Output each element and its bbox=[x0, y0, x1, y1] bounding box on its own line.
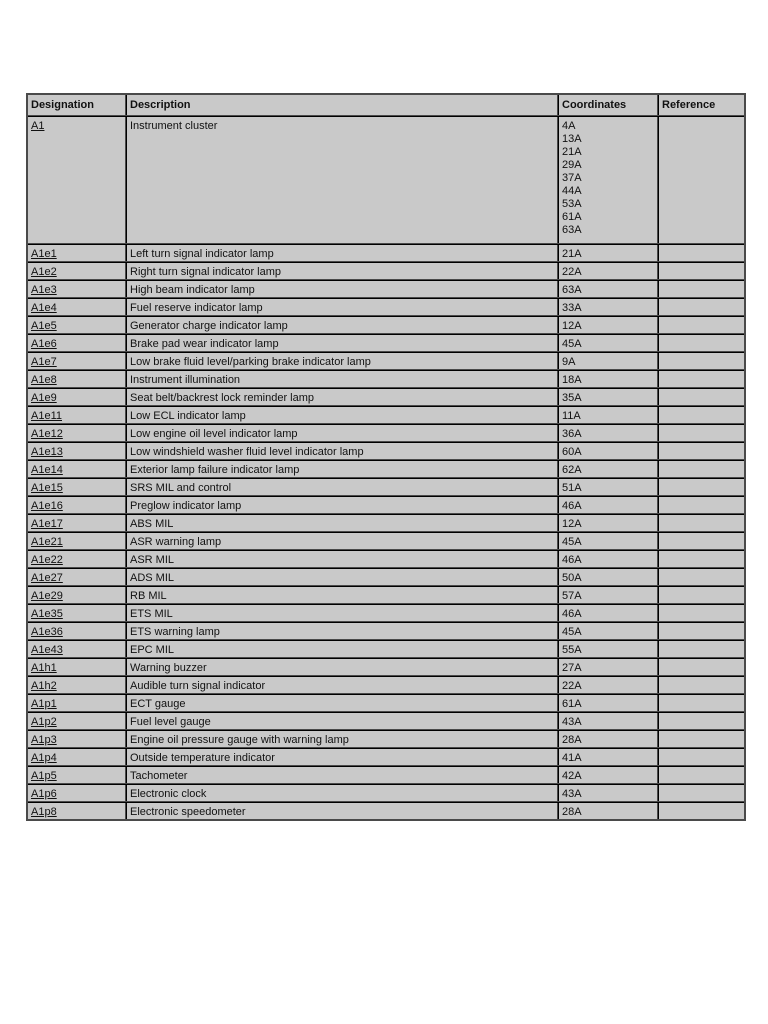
coordinate-value: 63A bbox=[562, 224, 582, 236]
reference-cell bbox=[658, 334, 745, 352]
designation-link[interactable]: A1p1 bbox=[31, 698, 57, 710]
reference-cell bbox=[658, 460, 745, 478]
table-row bbox=[27, 658, 745, 676]
designation-cell bbox=[27, 298, 126, 316]
table-row bbox=[27, 478, 745, 496]
reference-cell bbox=[658, 262, 745, 280]
designation-cell bbox=[27, 478, 126, 496]
designation-link[interactable]: A1e21 bbox=[31, 536, 63, 548]
designation-link[interactable]: A1e5 bbox=[31, 320, 57, 332]
designation-link[interactable]: A1e27 bbox=[31, 572, 63, 584]
designation-cell bbox=[27, 280, 126, 298]
designation-link[interactable]: A1e29 bbox=[31, 590, 63, 602]
designation-cell bbox=[27, 550, 126, 568]
designation-cell bbox=[27, 496, 126, 514]
designation-cell bbox=[27, 388, 126, 406]
designation-cell bbox=[27, 640, 126, 658]
description-cell: Low engine oil level indicator lamp bbox=[126, 424, 558, 442]
description-cell: ASR MIL bbox=[126, 550, 558, 568]
description-cell: Outside temperature indicator bbox=[126, 748, 558, 766]
coordinates-cell: 45A bbox=[558, 334, 658, 352]
designation-cell bbox=[27, 784, 126, 802]
designation-link[interactable]: A1e12 bbox=[31, 428, 63, 440]
table-row bbox=[27, 116, 745, 244]
designation-link[interactable]: A1e11 bbox=[31, 410, 62, 422]
reference-cell bbox=[658, 730, 745, 748]
reference-cell bbox=[658, 676, 745, 694]
designation-link[interactable]: A1e8 bbox=[31, 374, 57, 386]
header-reference: Reference bbox=[658, 94, 745, 116]
designation-link[interactable]: A1e13 bbox=[31, 446, 63, 458]
reference-cell bbox=[658, 478, 745, 496]
description-cell: Preglow indicator lamp bbox=[126, 496, 558, 514]
designation-cell bbox=[27, 748, 126, 766]
table-header-row bbox=[27, 94, 745, 116]
designation-link[interactable]: A1e3 bbox=[31, 284, 57, 296]
description-cell: Low ECL indicator lamp bbox=[126, 406, 558, 424]
designation-link[interactable]: A1p6 bbox=[31, 788, 57, 800]
table-row bbox=[27, 712, 745, 730]
coordinates-cell: 18A bbox=[558, 370, 658, 388]
designation-link[interactable]: A1e16 bbox=[31, 500, 63, 512]
table-row bbox=[27, 694, 745, 712]
designation-link[interactable]: A1e2 bbox=[31, 266, 57, 278]
coordinate-value: 53A bbox=[562, 198, 582, 210]
description-cell: Audible turn signal indicator bbox=[126, 676, 558, 694]
designation-cell bbox=[27, 116, 126, 244]
coordinates-cell: 63A bbox=[558, 280, 658, 298]
coordinates-cell: 43A bbox=[558, 784, 658, 802]
reference-cell bbox=[658, 694, 745, 712]
table-row bbox=[27, 730, 745, 748]
header-coordinates: Coordinates bbox=[558, 94, 658, 116]
coordinates-cell bbox=[558, 116, 658, 244]
designation-link[interactable]: A1e1 bbox=[31, 248, 57, 260]
designation-cell bbox=[27, 514, 126, 532]
designation-link[interactable]: A1 bbox=[31, 120, 45, 132]
reference-cell bbox=[658, 316, 745, 334]
coordinates-cell: 43A bbox=[558, 712, 658, 730]
coordinates-cell: 22A bbox=[558, 262, 658, 280]
designation-cell bbox=[27, 532, 126, 550]
coordinate-value: 37A bbox=[562, 172, 582, 184]
reference-cell bbox=[658, 424, 745, 442]
header-description: Description bbox=[126, 94, 558, 116]
designation-link[interactable]: A1h1 bbox=[31, 662, 57, 674]
coordinates-cell: 57A bbox=[558, 586, 658, 604]
table-row bbox=[27, 514, 745, 532]
description-cell: ASR warning lamp bbox=[126, 532, 558, 550]
designation-cell bbox=[27, 316, 126, 334]
reference-cell bbox=[658, 352, 745, 370]
coordinates-cell: 12A bbox=[558, 514, 658, 532]
designation-link[interactable]: A1e7 bbox=[31, 356, 57, 368]
designation-cell bbox=[27, 406, 126, 424]
coordinates-cell: 11A bbox=[558, 406, 658, 424]
designation-cell bbox=[27, 730, 126, 748]
coordinates-cell: 27A bbox=[558, 658, 658, 676]
description-cell: Electronic speedometer bbox=[126, 802, 558, 820]
description-cell: Seat belt/backrest lock reminder lamp bbox=[126, 388, 558, 406]
coordinates-cell: 22A bbox=[558, 676, 658, 694]
coordinates-cell: 51A bbox=[558, 478, 658, 496]
designation-link[interactable]: A1p3 bbox=[31, 734, 57, 746]
coordinates-cell: 41A bbox=[558, 748, 658, 766]
table-row bbox=[27, 262, 745, 280]
coordinate-value: 21A bbox=[562, 146, 582, 158]
designation-link[interactable]: A1e43 bbox=[31, 644, 63, 656]
table-row bbox=[27, 388, 745, 406]
reference-cell bbox=[658, 406, 745, 424]
table-row bbox=[27, 496, 745, 514]
coordinates-cell: 46A bbox=[558, 496, 658, 514]
description-cell: Exterior lamp failure indicator lamp bbox=[126, 460, 558, 478]
designation-cell bbox=[27, 424, 126, 442]
designation-cell bbox=[27, 766, 126, 784]
description-cell: Tachometer bbox=[126, 766, 558, 784]
designation-link[interactable]: A1p5 bbox=[31, 770, 57, 782]
coordinate-value: 61A bbox=[562, 211, 582, 223]
designation-link[interactable]: A1p4 bbox=[31, 752, 57, 764]
coordinates-cell: 36A bbox=[558, 424, 658, 442]
table-row bbox=[27, 586, 745, 604]
reference-cell bbox=[658, 244, 745, 262]
reference-cell bbox=[658, 766, 745, 784]
description-cell: RB MIL bbox=[126, 586, 558, 604]
designation-link[interactable]: A1e15 bbox=[31, 482, 63, 494]
designation-link[interactable]: A1p2 bbox=[31, 716, 57, 728]
coordinates-cell: 62A bbox=[558, 460, 658, 478]
table-row bbox=[27, 802, 745, 820]
reference-cell bbox=[658, 532, 745, 550]
designation-link[interactable]: A1e6 bbox=[31, 338, 57, 350]
description-cell: High beam indicator lamp bbox=[126, 280, 558, 298]
description-cell: Low brake fluid level/parking brake indicator lamp bbox=[126, 352, 558, 370]
designation-cell bbox=[27, 262, 126, 280]
table-row bbox=[27, 550, 745, 568]
table-row bbox=[27, 622, 745, 640]
reference-cell bbox=[658, 298, 745, 316]
designation-link[interactable]: A1e14 bbox=[31, 464, 63, 476]
table-row bbox=[27, 568, 745, 586]
reference-cell bbox=[658, 388, 745, 406]
coordinates-cell: 35A bbox=[558, 388, 658, 406]
designation-cell bbox=[27, 460, 126, 478]
designation-link[interactable]: A1h2 bbox=[31, 680, 57, 692]
designation-link[interactable]: A1e4 bbox=[31, 302, 57, 314]
description-cell: Warning buzzer bbox=[126, 658, 558, 676]
coordinates-cell: 9A bbox=[558, 352, 658, 370]
description-cell: ETS warning lamp bbox=[126, 622, 558, 640]
description-cell: Instrument illumination bbox=[126, 370, 558, 388]
table-row bbox=[27, 370, 745, 388]
table-row bbox=[27, 424, 745, 442]
coordinates-cell: 28A bbox=[558, 802, 658, 820]
designation-cell bbox=[27, 352, 126, 370]
reference-cell bbox=[658, 442, 745, 460]
reference-cell bbox=[658, 604, 745, 622]
reference-cell bbox=[658, 802, 745, 820]
table-row bbox=[27, 640, 745, 658]
designation-cell bbox=[27, 622, 126, 640]
coordinate-value: 29A bbox=[562, 159, 582, 171]
designation-cell bbox=[27, 334, 126, 352]
designation-cell bbox=[27, 568, 126, 586]
table-row bbox=[27, 784, 745, 802]
coordinates-cell: 28A bbox=[558, 730, 658, 748]
description-cell: Brake pad wear indicator lamp bbox=[126, 334, 558, 352]
description-cell: SRS MIL and control bbox=[126, 478, 558, 496]
table-row bbox=[27, 244, 745, 262]
table-row bbox=[27, 406, 745, 424]
coordinates-cell: 50A bbox=[558, 568, 658, 586]
description-cell: Left turn signal indicator lamp bbox=[126, 244, 558, 262]
designation-cell bbox=[27, 802, 126, 820]
header-designation: Designation bbox=[27, 94, 126, 116]
coordinates-cell: 46A bbox=[558, 550, 658, 568]
designation-cell bbox=[27, 586, 126, 604]
coordinates-cell: 45A bbox=[558, 622, 658, 640]
coordinate-value: 13A bbox=[562, 133, 582, 145]
designation-cell bbox=[27, 676, 126, 694]
designation-cell bbox=[27, 694, 126, 712]
table-row bbox=[27, 316, 745, 334]
description-cell: Fuel level gauge bbox=[126, 712, 558, 730]
designation-link[interactable]: A1p8 bbox=[31, 806, 57, 818]
description-cell: Engine oil pressure gauge with warning lamp bbox=[126, 730, 558, 748]
designation-cell bbox=[27, 604, 126, 622]
description-cell: Fuel reserve indicator lamp bbox=[126, 298, 558, 316]
description-cell: Generator charge indicator lamp bbox=[126, 316, 558, 334]
table-row bbox=[27, 532, 745, 550]
reference-cell bbox=[658, 640, 745, 658]
coordinates-cell: 42A bbox=[558, 766, 658, 784]
description-cell: Instrument cluster bbox=[126, 116, 558, 244]
designation-cell bbox=[27, 370, 126, 388]
coordinate-value: 44A bbox=[562, 185, 582, 197]
coordinate-value: 4A bbox=[562, 120, 576, 132]
reference-cell bbox=[658, 280, 745, 298]
reference-cell bbox=[658, 514, 745, 532]
designation-link[interactable]: A1e36 bbox=[31, 626, 63, 638]
reference-cell bbox=[658, 370, 745, 388]
table-row bbox=[27, 676, 745, 694]
designation-link[interactable]: A1e17 bbox=[31, 518, 63, 530]
description-cell: Right turn signal indicator lamp bbox=[126, 262, 558, 280]
reference-cell bbox=[658, 586, 745, 604]
coordinates-cell: 61A bbox=[558, 694, 658, 712]
designation-cell bbox=[27, 442, 126, 460]
designation-cell bbox=[27, 712, 126, 730]
table-row bbox=[27, 334, 745, 352]
description-cell: Low windshield washer fluid level indicator lamp bbox=[126, 442, 558, 460]
reference-cell bbox=[658, 550, 745, 568]
coordinates-cell: 33A bbox=[558, 298, 658, 316]
designation-cell bbox=[27, 658, 126, 676]
reference-cell bbox=[658, 568, 745, 586]
reference-cell bbox=[658, 496, 745, 514]
reference-cell bbox=[658, 784, 745, 802]
table-row bbox=[27, 352, 745, 370]
description-cell: ABS MIL bbox=[126, 514, 558, 532]
reference-cell bbox=[658, 712, 745, 730]
table-row bbox=[27, 748, 745, 766]
description-cell: ECT gauge bbox=[126, 694, 558, 712]
designation-link[interactable]: A1e9 bbox=[31, 392, 57, 404]
table-row bbox=[27, 298, 745, 316]
coordinates-cell: 55A bbox=[558, 640, 658, 658]
table-row bbox=[27, 766, 745, 784]
coordinates-cell: 45A bbox=[558, 532, 658, 550]
coordinates-cell: 60A bbox=[558, 442, 658, 460]
reference-cell bbox=[658, 622, 745, 640]
reference-cell bbox=[658, 116, 745, 244]
description-cell: ETS MIL bbox=[126, 604, 558, 622]
reference-cell bbox=[658, 658, 745, 676]
reference-cell bbox=[658, 748, 745, 766]
table-row bbox=[27, 280, 745, 298]
table-row bbox=[27, 442, 745, 460]
table-row bbox=[27, 604, 745, 622]
component-table bbox=[26, 93, 746, 821]
designation-link[interactable]: A1e22 bbox=[31, 554, 63, 566]
description-cell: EPC MIL bbox=[126, 640, 558, 658]
coordinates-cell: 12A bbox=[558, 316, 658, 334]
table-row bbox=[27, 460, 745, 478]
designation-cell bbox=[27, 244, 126, 262]
description-cell: ADS MIL bbox=[126, 568, 558, 586]
coordinates-cell: 46A bbox=[558, 604, 658, 622]
coordinates-cell: 21A bbox=[558, 244, 658, 262]
description-cell: Electronic clock bbox=[126, 784, 558, 802]
designation-link[interactable]: A1e35 bbox=[31, 608, 63, 620]
